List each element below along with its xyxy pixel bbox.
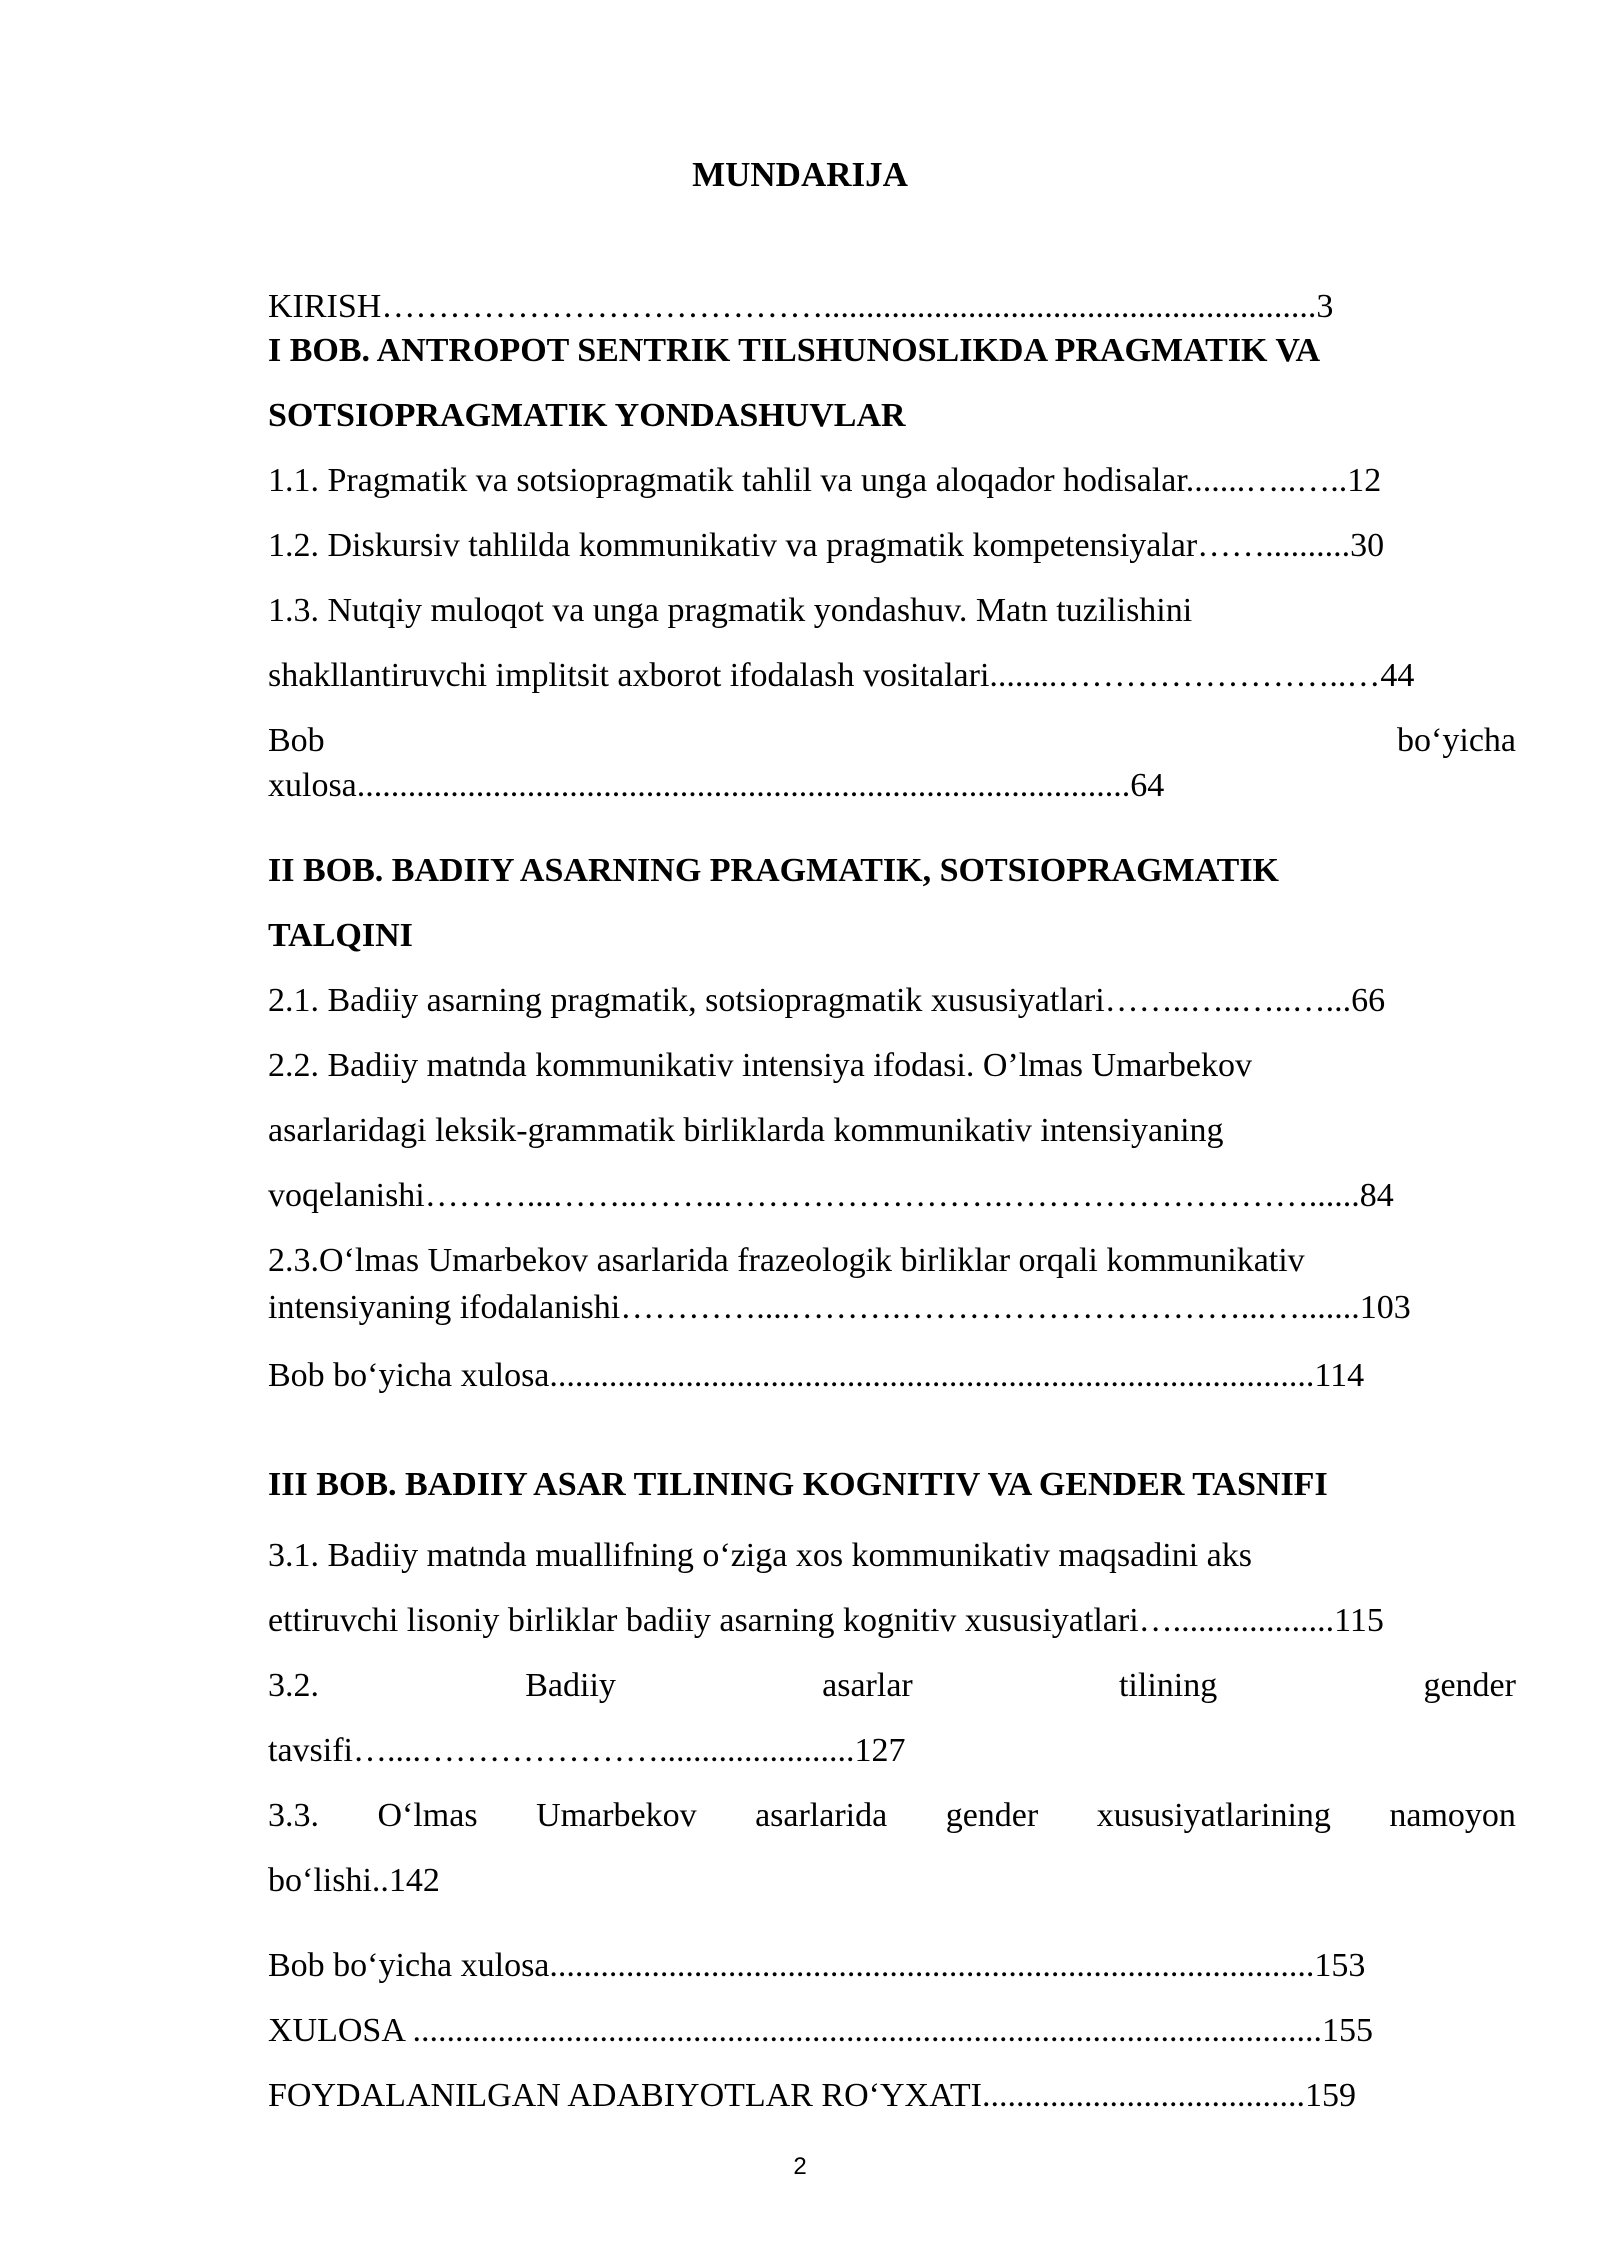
toc-entry-conclusion: XULOSA ...........................................................................................................155 xyxy=(268,2012,1374,2049)
entry-word: gender xyxy=(1423,1667,1516,1704)
entry-word: asarlarida xyxy=(755,1797,888,1834)
toc-entry-ch2-summary: Bob bo‘yicha xulosa..........................................................................................114 xyxy=(268,1357,1365,1394)
toc-entry-2-3-cont: intensiyaning ifodalanishi…………....……….…………………………...….......103 xyxy=(268,1289,1411,1326)
toc-entry-3-1-cont: ettiruvchi lisoniy birliklar badiiy asarning kognitiv xususiyatlari…...................115 xyxy=(268,1602,1384,1639)
entry-word: 3.2. xyxy=(268,1667,319,1704)
toc-entry-references: FOYDALANILGAN ADABIYOTLAR RO‘YXATI......................................159 xyxy=(268,2077,1356,2114)
summary-word: Bob xyxy=(268,722,325,759)
toc-entry-ch3-summary: Bob bo‘yicha xulosa..........................................................................................153 xyxy=(268,1947,1366,1984)
chapter-2-heading: II BOB. BADIIY ASARNING PRAGMATIK, SOTSIOPRAGMATIK xyxy=(268,852,1280,889)
toc-entry-1-3: 1.3. Nutqiy muloqot va unga pragmatik yondashuv. Matn tuzilishini xyxy=(268,592,1193,629)
toc-entry-2-3: 2.3.O‘lmas Umarbekov asarlarida frazeologik birliklar orqali kommunikativ xyxy=(268,1242,1305,1279)
toc-entry-3-2 xyxy=(268,1666,1516,1706)
entry-word: Umarbekov xyxy=(536,1797,697,1834)
entry-word: namoyon xyxy=(1389,1797,1516,1834)
chapter-1-heading: I BOB. ANTROPOT SENTRIK TILSHUNOSLIKDA PRAGMATIK VA xyxy=(268,332,1321,369)
chapter-2-heading-cont: TALQINI xyxy=(268,917,413,954)
page-title: MUNDARIJA xyxy=(692,155,908,194)
toc-entry-3-3 xyxy=(268,1796,1516,1836)
entry-word: 3.3. xyxy=(268,1797,319,1834)
toc-entry-1-3-cont: shakllantiruvchi implitsit axborot ifodalash vositalari........……………………..…44 xyxy=(268,657,1415,694)
chapter-3-heading: III BOB. BADIIY ASAR TILINING KOGNITIV VA GENDER TASNIFI xyxy=(268,1466,1328,1503)
toc-entry-kirish: KIRISH…………………………………..........................................................3 xyxy=(268,288,1334,325)
toc-entry-3-2-cont: tavsifi…....………………….......................127 xyxy=(268,1732,906,1769)
page-number: 2 xyxy=(793,2153,807,2180)
toc-entry-2-2-cont2: voqelanishi………...……..……..…………………….………………………......84 xyxy=(268,1177,1394,1214)
toc-entry-3-3-cont: bo‘lishi..142 xyxy=(268,1862,440,1899)
toc-entry-ch1-summary-cont: xulosa...........................................................................................64 xyxy=(268,767,1165,804)
entry-word: asarlar xyxy=(822,1667,913,1704)
entry-word: xususiyatlarining xyxy=(1096,1797,1331,1834)
toc-entry-ch1-summary xyxy=(268,721,1516,761)
entry-word: O‘lmas xyxy=(377,1797,478,1834)
summary-word: bo‘yicha xyxy=(1397,722,1516,759)
entry-word: Badiiy xyxy=(525,1667,616,1704)
toc-entry-1-1: 1.1. Pragmatik va sotsiopragmatik tahlil va unga aloqador hodisalar.......…..…..12 xyxy=(268,462,1382,499)
entry-word: tilining xyxy=(1118,1667,1218,1704)
toc-entry-2-2: 2.2. Badiiy matnda kommunikativ intensiya ifodasi. O’lmas Umarbekov xyxy=(268,1047,1252,1084)
toc-entry-1-2: 1.2. Diskursiv tahlilda kommunikativ va pragmatik kompetensiyalar……..........30 xyxy=(268,527,1385,564)
entry-word: gender xyxy=(945,1797,1039,1834)
toc-entry-2-2-cont: asarlaridagi leksik-grammatik birliklarda kommunikativ intensiyaning xyxy=(268,1112,1224,1149)
chapter-1-heading-cont: SOTSIOPRAGMATIK YONDASHUVLAR xyxy=(268,397,906,434)
toc-entry-3-1: 3.1. Badiiy matnda muallifning o‘ziga xos kommunikativ maqsadini aks xyxy=(268,1537,1252,1574)
toc-entry-2-1: 2.1. Badiiy asarning pragmatik, sotsiopragmatik xususiyatlari……..…..…..…...66 xyxy=(268,982,1386,1019)
